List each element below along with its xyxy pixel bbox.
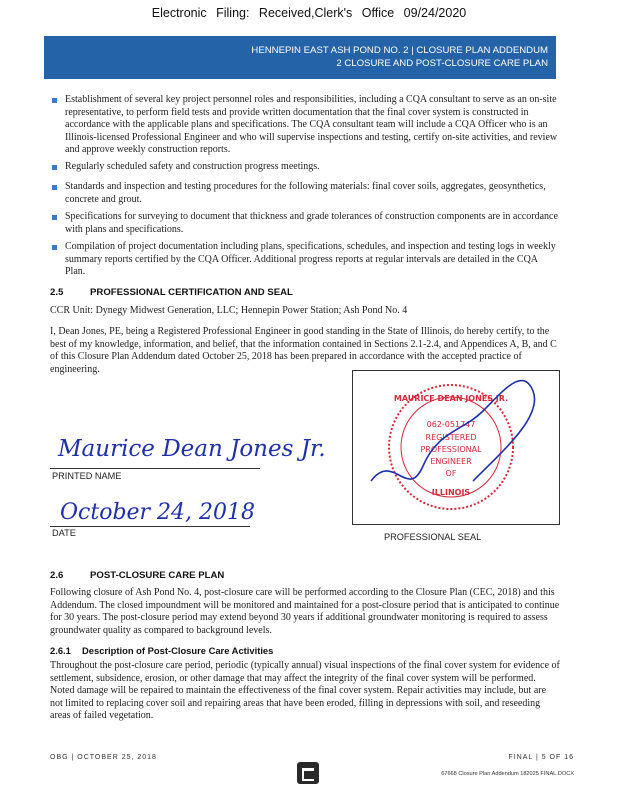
seal-line-registered: REGISTERED (425, 433, 477, 442)
printed-name-handwritten: Maurice Dean Jones Jr. (58, 436, 326, 462)
section-number: 2.6 (50, 570, 64, 581)
date-label: DATE (52, 528, 76, 538)
seal-outer-text: MAURICE DEAN JONES JR. (393, 394, 509, 403)
electronic-filing-stamp: Electronic Filing: Received,Clerk's Office 09/24/2020 (151, 6, 467, 20)
section-title: Description of Post-Closure Care Activities (82, 645, 274, 656)
list-item: Standards and inspection and testing procedures for the following materials: final cover soils, aggregates, geosynthetics, concrete and grout. (50, 181, 560, 206)
engineer-seal-image (353, 371, 559, 524)
ccr-unit-line: CCR Unit: Dynegy Midwest Generation, LLC; Hennepin Power Station; Ash Pond No. 4 (50, 305, 408, 316)
list-item: Establishment of several key project personnel roles and responsibilities, including a CQA consultant to serve as an on-site representative, to perform field tests and provide written documentation that the final cover system is constructed in accordance with the applicable plans and specifications. The CQA consultant team will include a CQA Officer who is an Illinois-licensed Professional Engineer and who will supervise inspections and testing, certify on-site activities, and review and approve weekly construction reports. (50, 94, 560, 157)
professional-seal-label: PROFESSIONAL SEAL (384, 532, 482, 542)
list-item: Regularly scheduled safety and construction progress meetings. (50, 161, 560, 174)
seal-line-engineer: ENGINEER (430, 457, 472, 466)
header-banner (44, 36, 556, 79)
seal-line-professional: PROFESSIONAL (420, 445, 482, 454)
banner-line-2: 2 CLOSURE AND POST-CLOSURE CARE PLAN (336, 58, 548, 69)
post-closure-activities-paragraph: Throughout the post-closure care period, periodic (typically annual) visual inspections of the final cover system for evidence of settlement, subsidence, erosion, or other damage that may affect the integrity of the final cover system will be performed. Noted damage will be repaired to maintain the effectiveness of the final cover system. Repair activities may include, but are not limited to replacing cover soil and repairing areas that have been eroded, filling in depressions with soil, and reseeding areas of failed vegetation. (50, 660, 560, 721)
date-signature-line (50, 526, 250, 527)
section-title: POST-CLOSURE CARE PLAN (90, 570, 225, 581)
section-2-6-1-heading (50, 645, 273, 656)
section-number: 2.5 (50, 287, 64, 298)
seal-line-of: OF (445, 469, 457, 478)
section-2-5-heading (50, 287, 293, 298)
obg-logo-icon (297, 762, 319, 784)
section-2-6-heading (50, 570, 224, 581)
printed-name-label: PRINTED NAME (52, 471, 122, 481)
certification-paragraph: I, Dean Jones, PE, being a Registered Professional Engineer in good standing in the State of Illinois, do hereby certify, to the best of my knowledge, information, and belief, that the information contained in Sections 2.1-2.4, and Appendices A, B, and C of this Closure Plan Addendum dated October 25, 2018 has been prepared in accordance with the accepted practice of engineering. (50, 326, 557, 375)
list-item: Compilation of project documentation including plans, specifications, schedules, and inspection and testing logs in weekly summary reports certified by the CQA Officer. Additional progress reports at regular intervals are detailed in the CQA Plan. (50, 241, 560, 279)
professional-seal-box (352, 370, 560, 525)
list-item: Specifications for surveying to document that thickness and grade tolerances of construction components are in accordance with plans and specifications. (50, 211, 560, 236)
seal-line-illinois: ILLINOIS (431, 488, 471, 497)
post-closure-paragraph: Following closure of Ash Pond No. 4, post-closure care will be performed according to the Closure Plan (CEC, 2018) and this Addendum. The closed impoundment will be monitored and maintained for a post-closure period that is anticipated to continue for 30 years. The post-closure period may extend beyond 30 years if additional groundwater monitoring is required to assess groundwater quality as compared to background levels. (50, 587, 560, 636)
seal-number: 062-051747 (426, 420, 476, 429)
section-title: PROFESSIONAL CERTIFICATION AND SEAL (90, 287, 293, 298)
footer-file-reference: 67668 Closure Plan Addendum 182025 FINAL.DOCX (441, 771, 574, 777)
footer-left: OBG | OCTOBER 25, 2018 (50, 754, 157, 761)
date-handwritten: October 24, 2018 (60, 500, 256, 525)
banner-line-1: HENNEPIN EAST ASH POND NO. 2 | CLOSURE PLAN ADDENDUM (251, 45, 548, 56)
footer-page-number: FINAL | 5 OF 16 (508, 754, 574, 761)
name-signature-line (50, 468, 260, 469)
section-number: 2.6.1 (50, 645, 71, 656)
